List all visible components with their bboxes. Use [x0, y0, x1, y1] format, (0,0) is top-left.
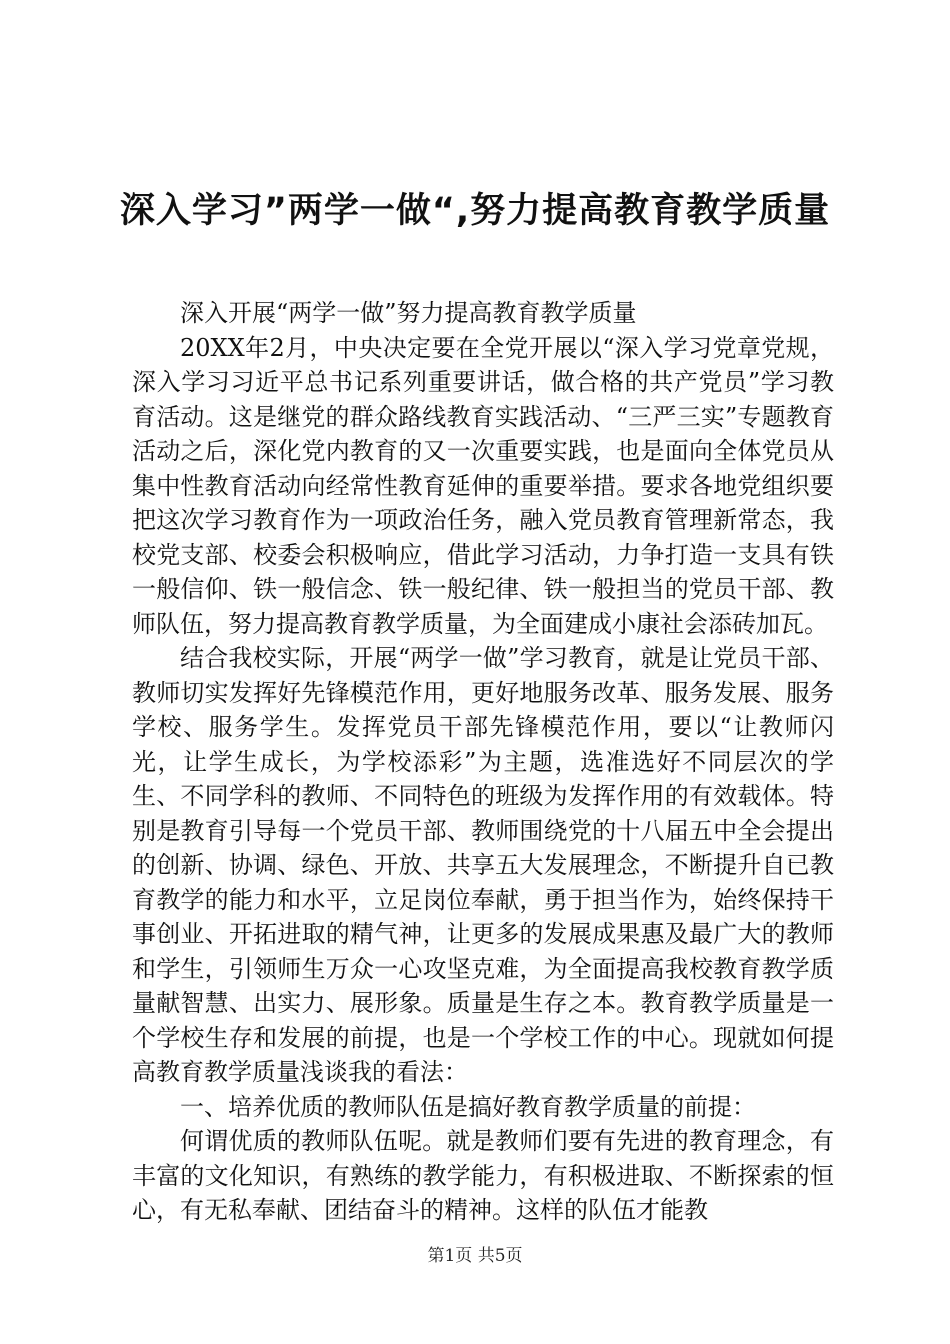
- document-title: 深入学习”两学一做“,努力提高教育教学质量: [119, 191, 831, 231]
- body-paragraph: 何谓优质的教师队伍呢。就是教师们要有先进的教育理念，有丰富的文化知识，有熟练的教学能力，有积极进取、不断探索的恒心，有无私奉献、团结奋斗的精神。这样的队伍才能教: [132, 1127, 834, 1224]
- body-paragraph: 20XX年2月，中央决定要在全党开展以“深入学习党章党规，深入学习习近平总书记系列重要讲话，做合格的共产党员”学习教育活动。这是继党的群众路线教育实践活动、“三严三实”专题教育活动之后，深化党内教育的又一次重要实践，也是面向全体党员从集中性教育活动向经常性教育延伸的重要举措。要求各地党组织要把这次学习教育作为一项政治任务，融入党员教育管理新常态，我校党支部、校委会积极响应，借此学习活动，力争打造一支具有铁一般信仰、铁一般信念、铁一般纪律、铁一般担当的党员干部、教师队伍，努力提高教育教学质量，为全面建成小康社会添砖加瓦。: [132, 333, 834, 638]
- document-body: [132, 296, 834, 1228]
- body-paragraph: 结合我校实际，开展“两学一做”学习教育，就是让党员干部、教师切实发挥好先锋模范作用，更好地服务改革、服务发展、服务学校、服务学生。发挥党员干部先锋模范作用，要以“让教师闪光，让学生成长，为学校添彩”为主题，选准选好不同层次的学生、不同学科的教师、不同特色的班级为发挥作用的有效载体。特别是教育引导每一个党员干部、教师围绕党的十八届五中全会提出的创新、协调、绿色、开放、共享五大发展理念，不断提升自已教育教学的能力和水平，立足岗位奉献，勇于担当作为，始终保持干事创业、开拓进取的精气神，让更多的发展成果惠及最广大的教师和学生，引领师生万众一心攻坚克难，为全面提高我校教育教学质量献智慧、出实力、展形象。质量是生存之本。教育教学质量是一个学校生存和发展的前提，也是一个学校工作的中心。现就如何提高教育教学质量浅谈我的看法：: [132, 644, 834, 1086]
- subtitle-paragraph: 深入开展“两学一做”努力提高教育教学质量: [180, 299, 637, 327]
- section-heading: 一、培养优质的教师队伍是搞好教育教学质量的前提：: [180, 1092, 756, 1121]
- page-number-footer: 第1页 共5页: [427, 1246, 523, 1266]
